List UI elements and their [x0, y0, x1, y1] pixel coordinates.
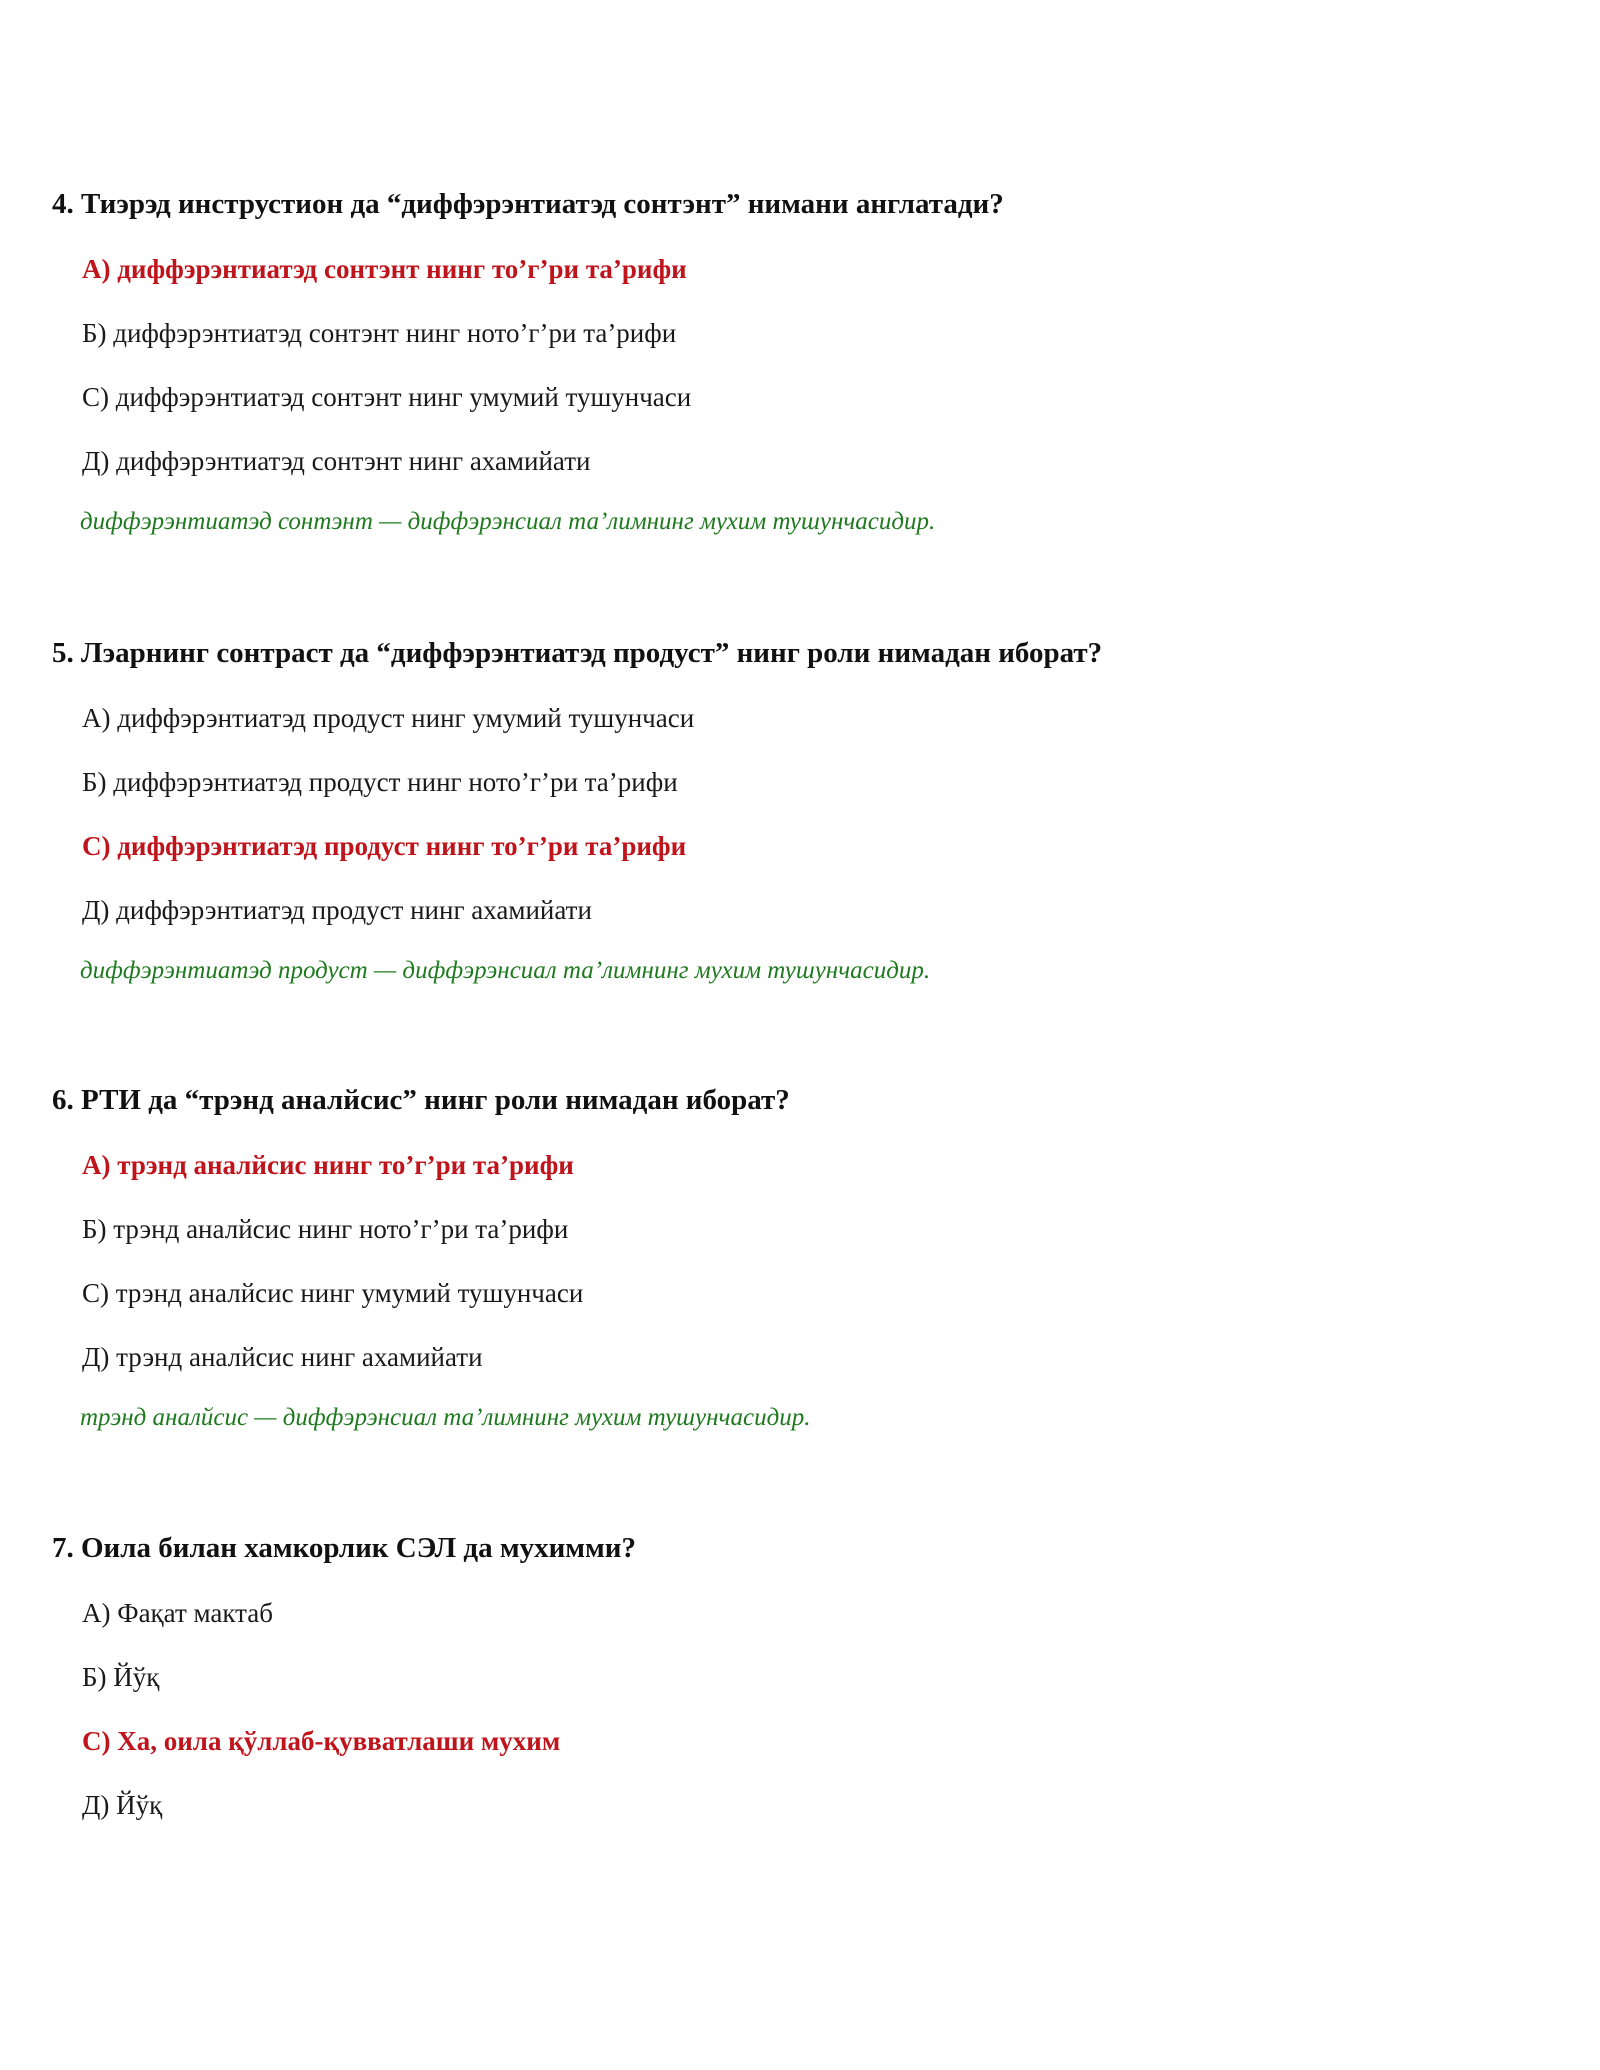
- answer-option-b: Б) диффэрэнтиатэд продуст нинг ното’г’ри та’рифи: [82, 767, 678, 797]
- answer-option-d: Д) Йўқ: [82, 1790, 163, 1820]
- answer-option-a: А) Фақат мактаб: [82, 1598, 274, 1628]
- answer-option-b: Б) диффэрэнтиатэд сонтэнт нинг ното’г’ри та’рифи: [82, 318, 677, 348]
- answer-option-a: А) диффэрэнтиатэд продуст нинг умумий тушунчаси: [82, 703, 695, 733]
- answer-option-c: С) трэнд аналйсис нинг умумий тушунчаси: [82, 1278, 584, 1308]
- explanation-note: диффэрэнтиатэд сонтэнт — диффэрэнсиал та’лимнинг мухим тушунчасидир.: [80, 508, 936, 535]
- question-title: 5. Лэарнинг сонтраст да “диффэрэнтиатэд продуст” нинг роли нимадан иборат?: [52, 637, 1103, 669]
- answer-option-b: Б) Йўқ: [82, 1662, 160, 1692]
- answer-option-d: Д) диффэрэнтиатэд продуст нинг ахамийати: [82, 895, 592, 925]
- answer-option-a-correct: А) трэнд аналйсис нинг то’г’ри та’рифи: [82, 1150, 574, 1180]
- answer-option-c-correct: С) диффэрэнтиатэд продуст нинг то’г’ри та’рифи: [82, 831, 687, 861]
- explanation-note: трэнд аналйсис — диффэрэнсиал та’лимнинг мухим тушунчасидир.: [80, 1404, 811, 1431]
- question-title: 7. Оила билан хамкорлик СЭЛ да мухимми?: [52, 1532, 637, 1564]
- answer-option-b: Б) трэнд аналйсис нинг ното’г’ри та’рифи: [82, 1214, 569, 1244]
- answer-option-c-correct: С) Ха, оила қўллаб-қувватлаши мухим: [82, 1726, 561, 1756]
- answer-option-d: Д) диффэрэнтиатэд сонтэнт нинг ахамийати: [82, 446, 591, 476]
- question-title: 6. РТИ да “трэнд аналйсис” нинг роли нимадан иборат?: [52, 1084, 790, 1116]
- answer-option-d: Д) трэнд аналйсис нинг ахамийати: [82, 1342, 483, 1372]
- answer-option-c: С) диффэрэнтиатэд сонтэнт нинг умумий тушунчаси: [82, 382, 692, 412]
- answer-option-a-correct: А) диффэрэнтиатэд сонтэнт нинг то’г’ри та’рифи: [82, 254, 687, 284]
- explanation-note: диффэрэнтиатэд продуст — диффэрэнсиал та’лимнинг мухим тушунчасидир.: [80, 957, 931, 984]
- question-title: 4. Тиэрэд инструстион да “диффэрэнтиатэд сонтэнт” нимани англатади?: [52, 188, 1004, 220]
